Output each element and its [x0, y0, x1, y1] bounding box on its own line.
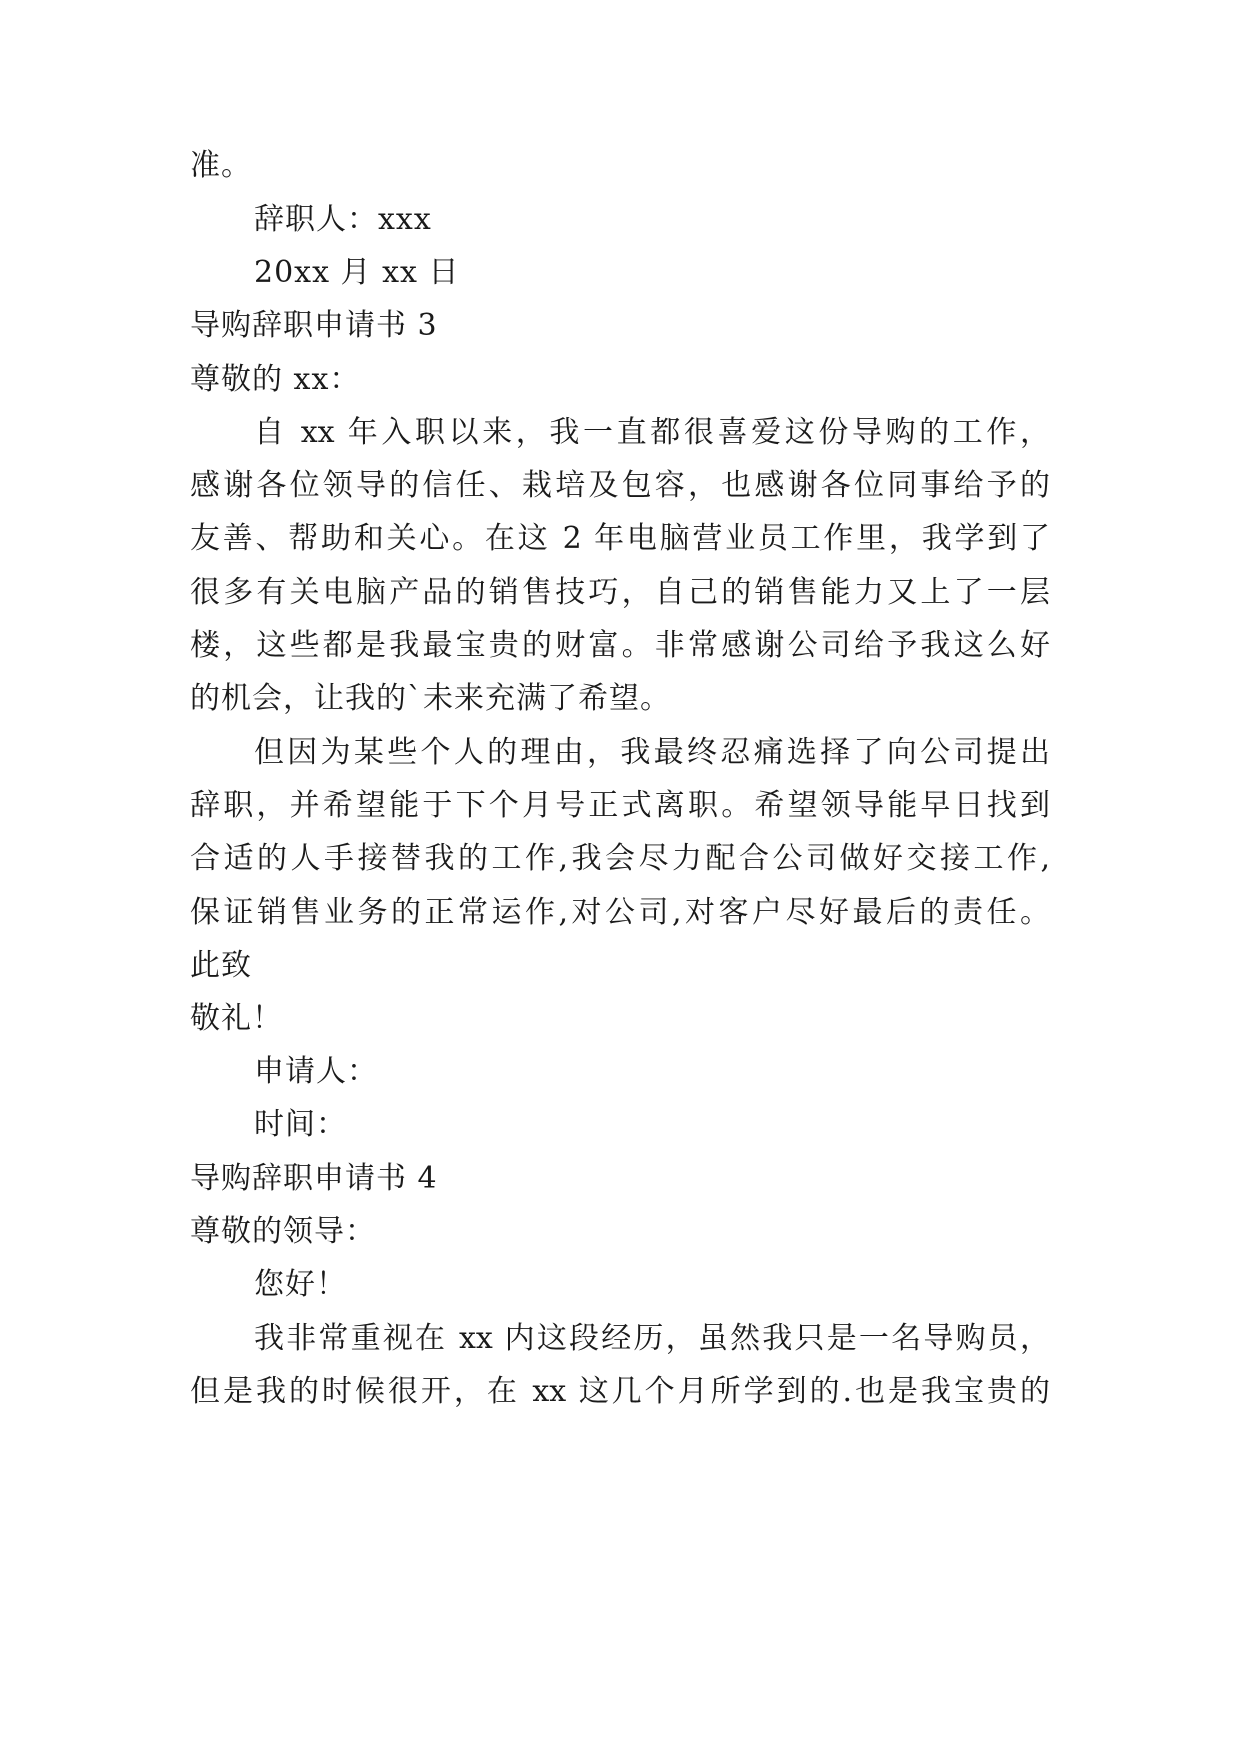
time-label: 时间： [254, 1107, 347, 1142]
section-title-3: 导购辞职申请书 3 [190, 308, 438, 343]
paragraph-line: 保证销售业务的正常运作,对公司,对客户尽好最后的责任。 [190, 895, 1050, 930]
salutation: 尊敬的领导： [190, 1214, 376, 1249]
paragraph-line: 楼，这些都是我最宝贵的财富。非常感谢公司给予我这么好 [190, 628, 1050, 663]
salutation: 尊敬的 xx： [190, 362, 361, 397]
section-title-4: 导购辞职申请书 4 [190, 1161, 438, 1196]
paragraph-line: 合适的人手接替我的工作,我会尽力配合公司做好交接工作, [190, 841, 1050, 876]
closing-line: 此致 [190, 948, 252, 983]
paragraph-line: 自 xx 年入职以来，我一直都很喜爱这份导购的工作， [254, 415, 1050, 450]
paragraph-line: 很多有关电脑产品的销售技巧，自己的销售能力又上了一层 [190, 575, 1050, 610]
text-line: 准。 [190, 148, 252, 183]
document-page [190, 0, 1070, 1754]
paragraph-line: 但是我的时候很开，在 xx 这几个月所学到的.也是我宝贵的 [190, 1374, 1050, 1409]
resigner-signature: 辞职人：xxx [254, 202, 432, 237]
applicant-label: 申请人： [254, 1054, 378, 1089]
closing-line: 敬礼！ [190, 1001, 283, 1036]
paragraph-line: 友善、帮助和关心。在这 2 年电脑营业员工作里，我学到了 [190, 521, 1050, 556]
paragraph-line: 感谢各位领导的信任、栽培及包容，也感谢各位同事给予的 [190, 468, 1050, 503]
date-line: 20xx 月 xx 日 [254, 255, 460, 290]
paragraph-line: 的机会，让我的`未来充满了希望。 [190, 681, 671, 716]
paragraph-line: 我非常重视在 xx 内这段经历，虽然我只是一名导购员， [254, 1321, 1050, 1356]
paragraph-line: 但因为某些个人的理由，我最终忍痛选择了向公司提出 [254, 735, 1050, 770]
greeting: 您好！ [254, 1267, 347, 1302]
paragraph-line: 辞职，并希望能于下个月号正式离职。希望领导能早日找到 [190, 788, 1050, 823]
